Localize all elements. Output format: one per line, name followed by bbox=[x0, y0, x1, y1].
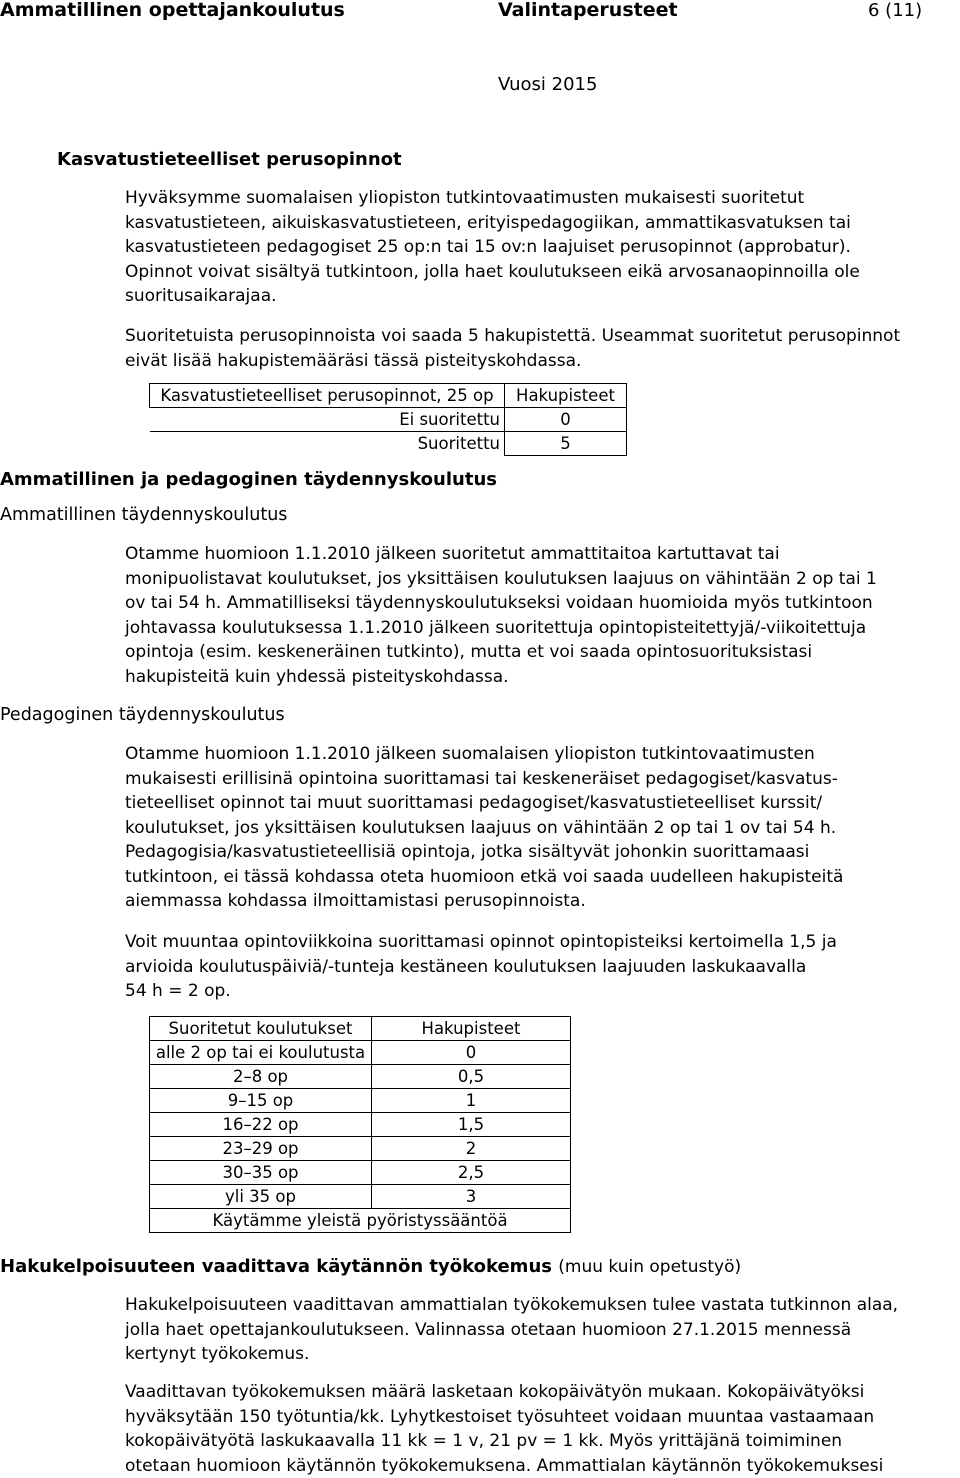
table-row bbox=[150, 1113, 571, 1137]
header-left: Ammatillinen opettajankoulutus bbox=[0, 0, 345, 21]
table-cell-value: 5 bbox=[505, 432, 627, 456]
header-year: Vuosi 2015 bbox=[498, 74, 598, 95]
paragraph-basic-studies-1 bbox=[125, 186, 860, 309]
subsection-title-pedagogical: Pedagoginen täydennyskoulutus bbox=[0, 705, 285, 725]
paragraph-pedagogical bbox=[125, 742, 843, 914]
text-line: monipuolistavat koulutukset, jos yksittäisen koulutuksen laajuus on vähintään 2 op tai 1 bbox=[125, 568, 877, 589]
section-title-text: Hakukelpoisuuteen vaadittava käytännön työkokemus bbox=[0, 1256, 552, 1277]
text-line: ov tai 54 h. Ammatilliseksi täydennyskoulutukseksi voidaan huomioida myös tutkintoon bbox=[125, 593, 873, 613]
table-cell-label: 2–8 op bbox=[150, 1065, 372, 1089]
subsection-title-vocational: Ammatillinen täydennyskoulutus bbox=[0, 505, 288, 525]
section-title-work-experience bbox=[0, 1256, 741, 1277]
table-cell-value: 2 bbox=[372, 1137, 571, 1161]
table-cell-label: Suoritettu bbox=[150, 432, 505, 456]
text-line: Hyväksymme suomalaisen yliopiston tutkintovaatimusten mukaisesti suoritetut bbox=[125, 188, 805, 208]
table-row bbox=[150, 1137, 571, 1161]
text-line: opintoja (esim. keskeneräinen tutkinto), mutta et voi saada opintosuorituksistasi bbox=[125, 642, 813, 662]
table-cell-value: 0 bbox=[372, 1041, 571, 1065]
table-cell-label: yli 35 op bbox=[150, 1185, 372, 1209]
table-row bbox=[150, 432, 627, 456]
text-line: kasvatustieteen, aikuiskasvatustieteen, erityispedagogiikan, ammattikasvatuksen tai bbox=[125, 212, 851, 233]
text-line: suoritusaikarajaa. bbox=[125, 286, 277, 306]
table-cell-label: 30–35 op bbox=[150, 1161, 372, 1185]
text-line: 54 h = 2 op. bbox=[125, 981, 231, 1001]
text-line: hakupisteitä kuin yhdessä pisteityskohdassa. bbox=[125, 666, 509, 687]
text-line: koulutukset, jos yksittäisen koulutuksen laajuus on vähintään 2 op tai 1 ov tai 54 h. bbox=[125, 817, 837, 838]
section-title-note: (muu kuin opetustyö) bbox=[558, 1257, 742, 1277]
text-line: hyväksytään 150 työtuntia/kk. Lyhytkestoiset työsuhteet voidaan muuntaa vastaamaan bbox=[125, 1406, 875, 1427]
table-header-cell: Kasvatustieteelliset perusopinnot, 25 op bbox=[150, 384, 505, 408]
text-line: jolla haet opettajankoulutukseen. Valinnassa otetaan huomioon 27.1.2015 mennessä bbox=[125, 1319, 852, 1340]
paragraph-work-experience-2 bbox=[125, 1380, 883, 1478]
text-line: mukaisesti erillisinä opintoina suorittamasi tai keskeneräiset pedagogiset/kasvatus- bbox=[125, 768, 838, 789]
table-row bbox=[150, 408, 627, 432]
table-header-cell: Hakupisteet bbox=[372, 1017, 571, 1041]
table-cell-value: 0,5 bbox=[372, 1065, 571, 1089]
header-page-number: 6 (11) bbox=[868, 0, 923, 21]
header-center: Valintaperusteet bbox=[498, 0, 678, 21]
table-cell-label: Ei suoritettu bbox=[150, 408, 505, 432]
text-line: kokopäivätyötä laskukaavalla 11 kk = 1 v, 21 pv = 1 kk. Myös yrittäjänä toimiminen bbox=[125, 1431, 843, 1451]
text-line: tieteelliset opinnot tai muut suorittamasi pedagogiset/kasvatustieteelliset kurssit/ bbox=[125, 793, 823, 813]
table-row bbox=[150, 1065, 571, 1089]
text-line: tutkintoon, ei tässä kohdassa oteta huomioon etkä voi saada uudelleen hakupisteitä bbox=[125, 866, 844, 887]
text-line: eivät lisää hakupistemääräsi tässä pisteityskohdassa. bbox=[125, 350, 582, 371]
table-header-cell: Hakupisteet bbox=[505, 384, 627, 408]
text-line: Pedagogisia/kasvatustieteellisiä opintoja, jotka sisältyvät johonkin suorittamaasi bbox=[125, 842, 810, 862]
points-table-basic-studies bbox=[149, 383, 627, 456]
table-row bbox=[150, 1161, 571, 1185]
text-line: otetaan huomioon käytännön työkokemuksena. Ammattialan käytännön työkokemuksesi bbox=[125, 1455, 884, 1476]
text-line: kasvatustieteen pedagogiset 25 op:n tai 15 ov:n laajuiset perusopinnot (approbatur). bbox=[125, 237, 851, 257]
section-title-continuing-education: Ammatillinen ja pedagoginen täydennyskoulutus bbox=[0, 469, 497, 490]
table-cell-label: 16–22 op bbox=[150, 1113, 372, 1137]
text-line: kertynyt työkokemus. bbox=[125, 1344, 310, 1364]
table-cell-value: 1,5 bbox=[372, 1113, 571, 1137]
table-cell-value: 1 bbox=[372, 1089, 571, 1113]
table-header-cell: Suoritetut koulutukset bbox=[150, 1017, 372, 1041]
table-cell-value: 0 bbox=[505, 408, 627, 432]
text-line: Opinnot voivat sisältyä tutkintoon, jolla haet koulutukseen eikä arvosanaopinnoilla ole bbox=[125, 261, 860, 282]
table-cell-value: 3 bbox=[372, 1185, 571, 1209]
table-cell-label: 9–15 op bbox=[150, 1089, 372, 1113]
text-line: johtavassa koulutuksessa 1.1.2010 jälkeen suoritettuja opintopisteitettyjä/-viikoitettuja bbox=[125, 617, 867, 638]
text-line: aiemmassa kohdassa ilmoittamistasi perusopinnoista. bbox=[125, 891, 586, 911]
text-line: Hakukelpoisuuteen vaadittavan ammattialan työkokemuksen tulee vastata tutkinnon alaa, bbox=[125, 1295, 899, 1315]
points-table-continuing-education bbox=[149, 1016, 571, 1233]
table-footer-note: Käytämme yleistä pyöristyssääntöä bbox=[150, 1209, 571, 1233]
text-line: Vaadittavan työkokemuksen määrä lasketaan kokopäivätyön mukaan. Kokopäivätyöksi bbox=[125, 1382, 865, 1402]
text-line: Voit muuntaa opintoviikkoina suorittamasi opinnot opintopisteiksi kertoimella 1,5 ja bbox=[125, 932, 837, 952]
table-row bbox=[150, 1185, 571, 1209]
text-line: Otamme huomioon 1.1.2010 jälkeen suomalaisen yliopiston tutkintovaatimusten bbox=[125, 744, 815, 764]
paragraph-work-experience-1 bbox=[125, 1293, 898, 1367]
section-title-basic-studies: Kasvatustieteelliset perusopinnot bbox=[57, 149, 402, 170]
text-line: Suoritetuista perusopinnoista voi saada 5 hakupistettä. Useammat suoritetut perusopinnot bbox=[125, 326, 901, 346]
table-cell-label: 23–29 op bbox=[150, 1137, 372, 1161]
text-line: arvioida koulutuspäiviä/-tunteja kestäneen koulutuksen laajuuden laskukaavalla bbox=[125, 956, 807, 977]
paragraph-vocational bbox=[125, 542, 877, 689]
table-cell-value: 2,5 bbox=[372, 1161, 571, 1185]
paragraph-conversion bbox=[125, 930, 837, 1004]
paragraph-basic-studies-2 bbox=[125, 324, 900, 373]
text-line: Otamme huomioon 1.1.2010 jälkeen suoritetut ammattitaitoa kartuttavat tai bbox=[125, 544, 780, 564]
table-row bbox=[150, 1041, 571, 1065]
table-cell-label: alle 2 op tai ei koulutusta bbox=[150, 1041, 372, 1065]
table-row bbox=[150, 1089, 571, 1113]
